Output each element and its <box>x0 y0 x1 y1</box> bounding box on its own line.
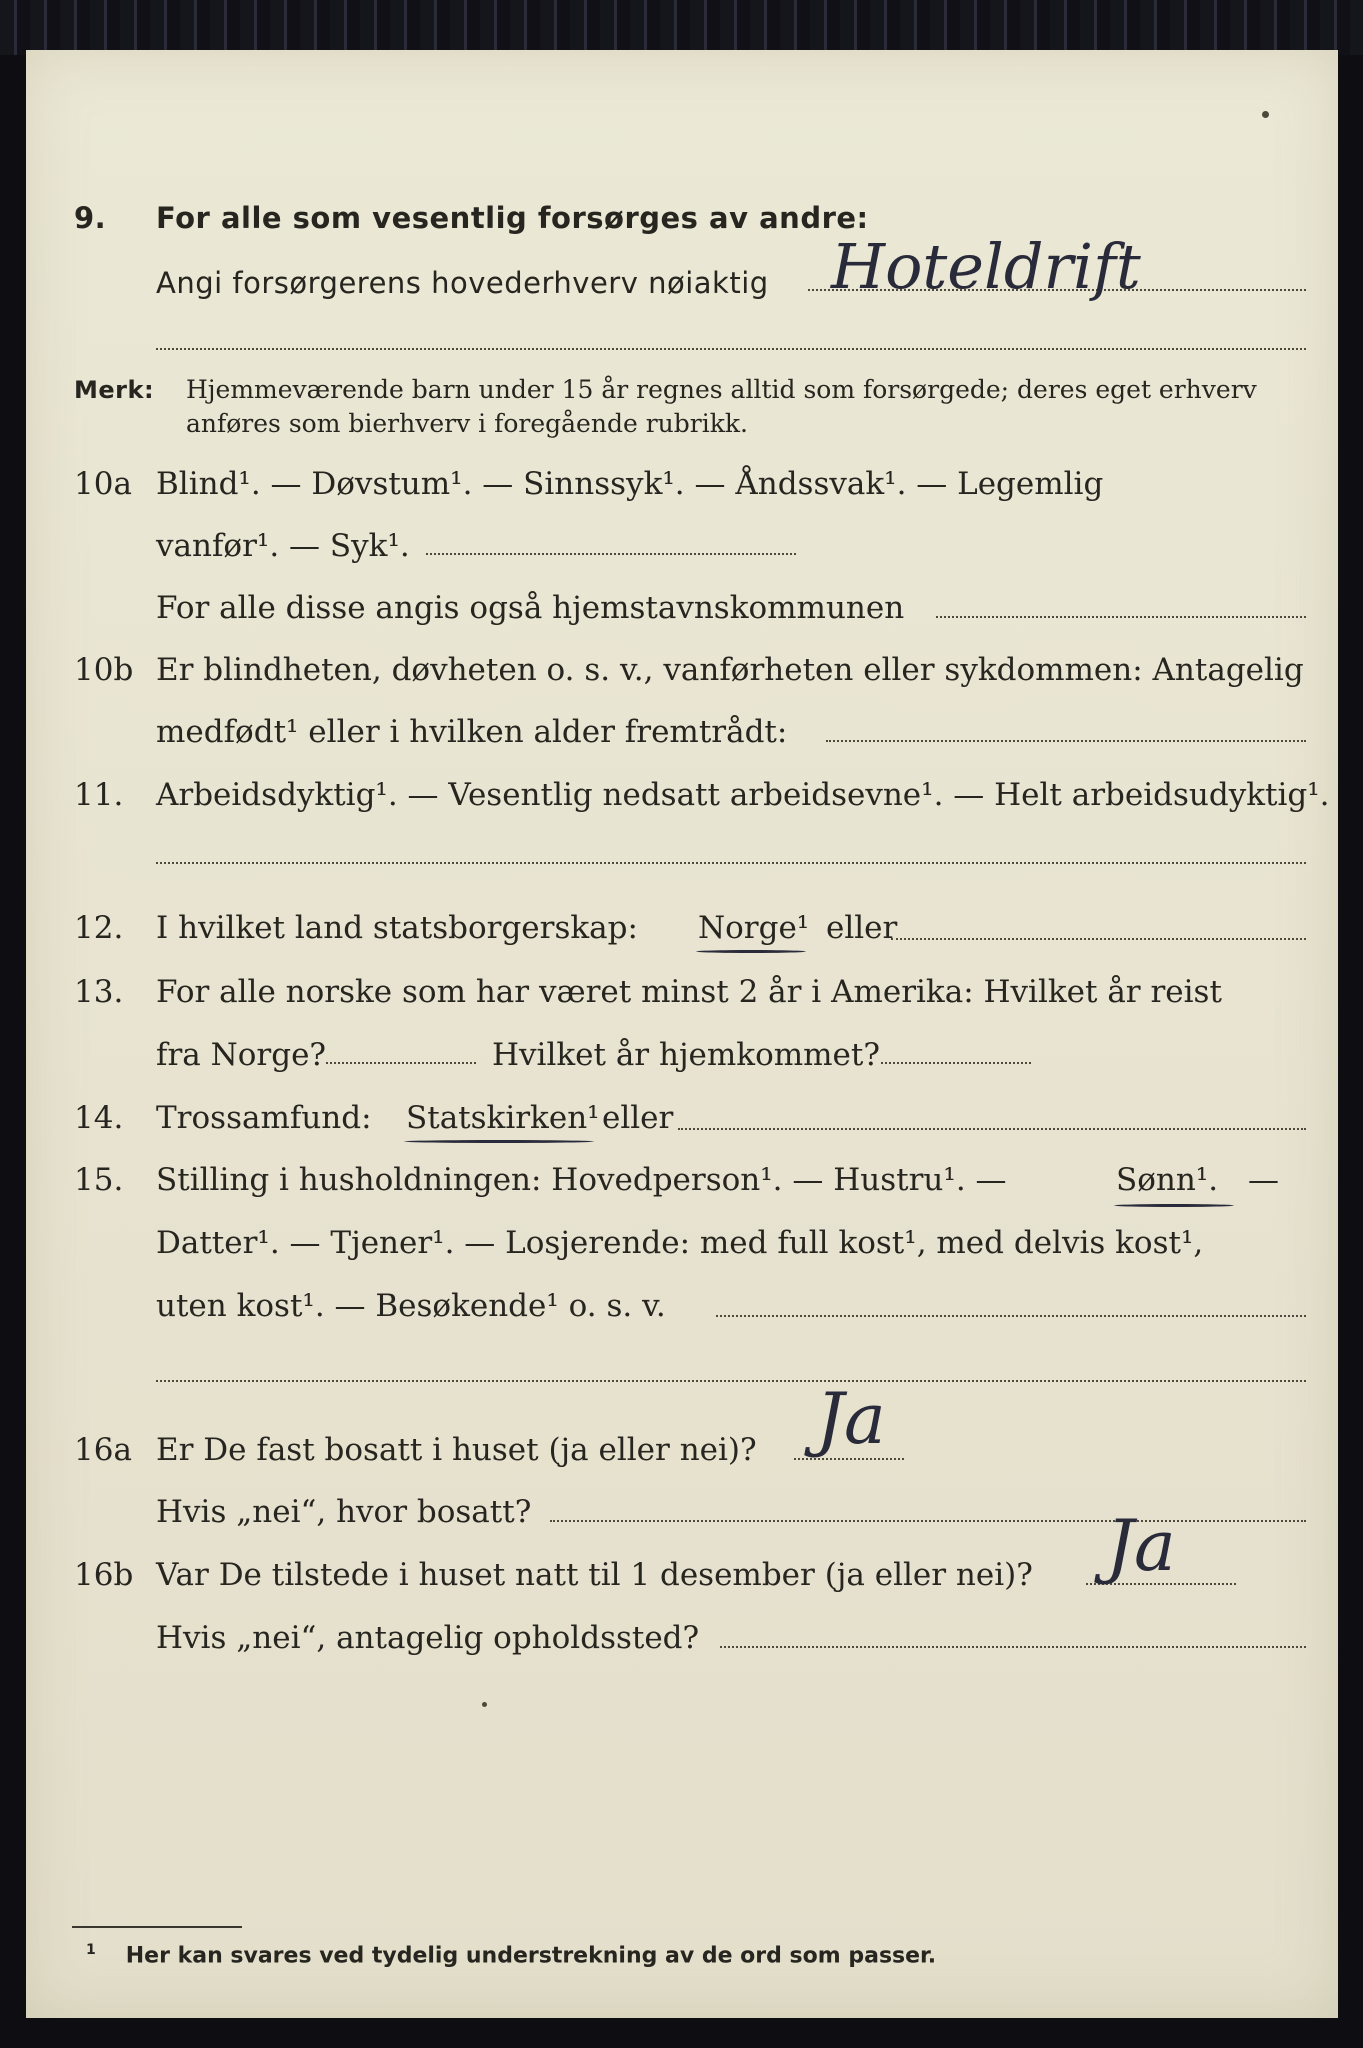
question-14-line-1 <box>26 1088 1338 1148</box>
scan-border-top <box>0 0 1363 55</box>
answer-line <box>156 862 1306 864</box>
question-text: Hvis „nei“, hvor bosatt? <box>156 1494 532 1530</box>
answer-line <box>826 740 1306 742</box>
separator-rule <box>156 348 1306 350</box>
question-text: vanfør¹. — Syk¹. <box>156 528 410 564</box>
question-text: Trossamfund: <box>156 1100 372 1136</box>
question-text: For alle norske som har været minst 2 år i Amerika: Hvilket år reist <box>156 974 1222 1010</box>
answer-line <box>426 553 796 555</box>
answer-line <box>936 616 1306 618</box>
question-number: 16a <box>74 1432 132 1468</box>
question-10b-line-2 <box>26 702 1338 762</box>
question-10b-line-1 <box>26 640 1338 700</box>
question-15-line-1 <box>26 1150 1338 1210</box>
question-13-line-2 <box>26 1025 1338 1085</box>
handwritten-underline <box>1114 1204 1234 1207</box>
question-text: For alle disse angis også hjemstavnskommunen <box>156 590 905 626</box>
answer-line <box>156 1380 1306 1382</box>
footnote-mark: 1 <box>86 1942 96 1958</box>
question-number: 15. <box>74 1162 124 1198</box>
question-text: Angi forsørgerens hovederhverv nøiaktig <box>156 266 769 300</box>
option-statskirken: Statskirken¹ <box>406 1100 600 1136</box>
handwritten-answer: Ja <box>816 1378 886 1460</box>
question-10a-line-2 <box>26 516 1338 576</box>
question-text: — <box>1248 1162 1279 1198</box>
question-text: Stilling i husholdningen: Hovedperson¹. — Hustru¹. — <box>156 1162 1007 1198</box>
question-number: 14. <box>74 1100 124 1136</box>
question-number: 12. <box>74 910 124 946</box>
census-form-page <box>26 50 1338 2018</box>
question-text: Er blindheten, døvheten o. s. v., vanførheten eller sykdommen: Antagelig <box>156 652 1304 688</box>
handwritten-answer: Hoteldrift <box>831 230 1141 303</box>
question-text: eller <box>602 1100 674 1136</box>
question-9-line-2 <box>26 253 1338 313</box>
question-text: Hvilket år hjemkommet? <box>492 1037 880 1073</box>
question-13-line-1 <box>26 962 1338 1022</box>
handwritten-answer: Ja <box>1106 1505 1176 1587</box>
question-number: 11. <box>74 777 124 813</box>
note-text: Hjemmeværende barn under 15 år regnes alltid som forsørgede; deres eget erhverv <box>186 375 1257 404</box>
question-text: Var De tilstede i huset natt til 1 desember (ja eller nei)? <box>156 1557 1033 1593</box>
footnote <box>86 1942 937 1969</box>
handwritten-underline <box>696 950 806 953</box>
answer-line <box>326 1062 476 1064</box>
question-9-line-1 <box>26 188 1338 248</box>
question-text: Arbeidsdyktig¹. — Vesentlig nedsatt arbeidsevne¹. — Helt arbeidsudyktig¹. <box>156 777 1330 813</box>
question-number: 9. <box>74 201 107 235</box>
question-15-line-2 <box>26 1213 1338 1273</box>
note-label: Merk: <box>74 376 155 404</box>
question-16a-line-1 <box>26 1420 1338 1480</box>
question-text: Er De fast bosatt i huset (ja eller nei)? <box>156 1432 757 1468</box>
question-text: Blind¹. — Døvstum¹. — Sinnssyk¹. — Åndssvak¹. — Legemlig <box>156 466 1104 502</box>
question-text: medfødt¹ eller i hvilken alder fremtrådt: <box>156 714 788 750</box>
question-15-line-3 <box>26 1276 1338 1336</box>
answer-line <box>720 1646 1306 1648</box>
question-11-line-1 <box>26 765 1338 825</box>
question-text: Datter¹. — Tjener¹. — Losjerende: med full kost¹, med delvis kost¹, <box>156 1225 1204 1261</box>
option-norge: Norge¹ <box>698 910 810 946</box>
question-number: 10b <box>74 652 134 688</box>
question-16b-line-2 <box>26 1608 1338 1668</box>
question-number: 10a <box>74 466 132 502</box>
question-10a-line-1 <box>26 454 1338 514</box>
footnote-text: Her kan svares ved tydelig understrekning av de ord som passer. <box>125 1943 937 1969</box>
question-number: 13. <box>74 974 124 1010</box>
answer-line <box>678 1128 1306 1130</box>
question-text: uten kost¹. — Besøkende¹ o. s. v. <box>156 1288 666 1324</box>
question-text: I hvilket land statsborgerskap: <box>156 910 638 946</box>
question-number: 16b <box>74 1557 134 1593</box>
note-text: anføres som bierhverv i foregående rubrikk. <box>186 409 748 438</box>
paper-speck <box>1262 111 1269 118</box>
footnote-rule <box>72 1926 242 1928</box>
question-text: fra Norge? <box>156 1037 327 1073</box>
question-text: For alle som vesentlig forsørges av andre: <box>156 201 869 235</box>
answer-line <box>716 1315 1306 1317</box>
answer-line <box>891 938 1306 940</box>
question-text: Hvis „nei“, antagelig opholdssted? <box>156 1620 700 1656</box>
answer-line <box>881 1062 1031 1064</box>
question-text: eller <box>826 910 898 946</box>
question-10a-line-3 <box>26 578 1338 638</box>
question-12-line-1 <box>26 898 1338 958</box>
answer-line <box>550 1520 1306 1522</box>
paper-speck <box>482 1702 487 1707</box>
option-sonn: Sønn¹. <box>1116 1162 1219 1198</box>
handwritten-underline <box>404 1140 594 1143</box>
